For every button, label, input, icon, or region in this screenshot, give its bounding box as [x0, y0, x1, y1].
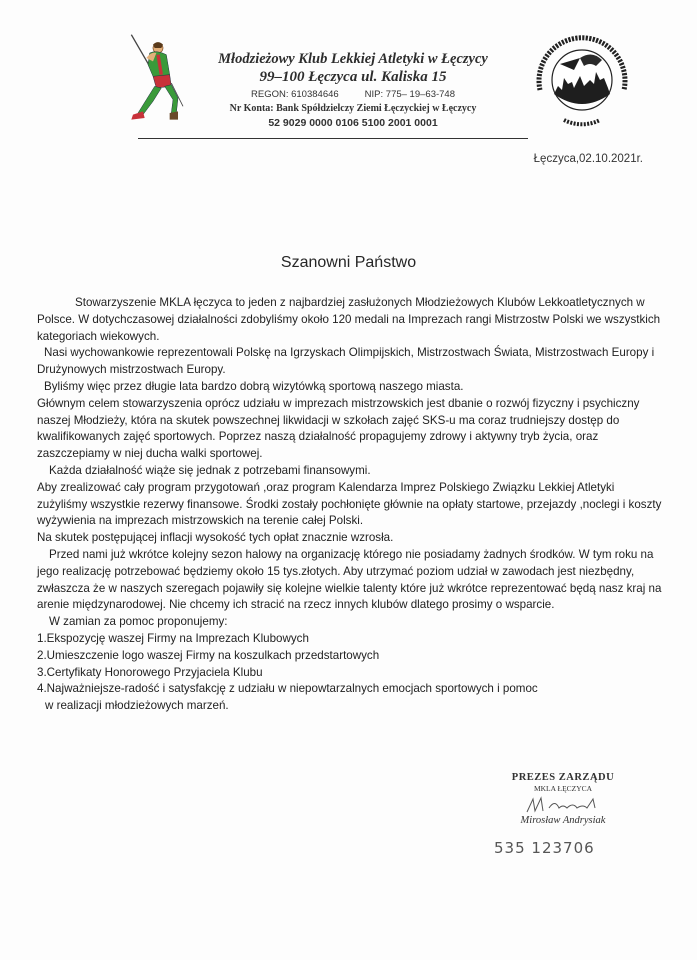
club-name: Młodzieżowy Klub Lekkiej Atletyki w Łęczycy: [218, 51, 488, 67]
offer-item-continued: w realizacji młodzieżowych marzeń.: [45, 699, 229, 713]
signature-org: MKLA ŁĘCZYCA: [533, 783, 593, 793]
offer-item: 3.Certyfikaty Honorowego Przyjaciela Klubu: [37, 665, 263, 679]
handwritten-phone: 535 123706: [494, 838, 595, 857]
paragraph: Nasi wychowankowie reprezentowali Polskę na Igrzyskach Olimpijskich, Mistrzostwach Świata, Mistrzostwach Europy i Drużynowych mistrzostwach Europy.: [37, 346, 655, 377]
offer-item: 1.Ekspozycję waszej Firmy na Imprezach Klubowych: [37, 631, 309, 645]
handwritten-signature-icon: [523, 796, 603, 814]
paragraph: W zamian za pomoc proponujemy:: [49, 615, 228, 629]
paragraph: Stowarzyszenie MKLA łęczyca to jeden z najbardziej zasłużonych Młodzieżowych Klubów Lekkoatletycznych w Polsce. W dotychczasowej działalności zdobyliśmy około 120 medali na Imprezach rangi Mistrzostw Polski we wszystkich kategoriach wiekowych.: [37, 296, 661, 343]
letterhead: [188, 50, 518, 131]
hammer-thrower-icon: [128, 28, 188, 128]
club-address: 99–100 Łęczyca ul. Kaliska 15: [259, 69, 447, 85]
paragraph: Każda działalność wiąże się jednak z potrzebami finansowymi.: [49, 463, 371, 477]
signature-block: [488, 771, 638, 828]
nip: NIP: 775– 19–63-748: [364, 89, 455, 100]
paragraph: Na skutek postępującej inflacji wysokość tych opłat znacznie wzrosła.: [37, 531, 394, 545]
letter-body: [37, 295, 662, 715]
offer-item: 2.Umieszczenie logo waszej Firmy na koszulkach przedstartowych: [37, 648, 380, 662]
paragraph: Aby zrealizować cały program przygotowań ,oraz program Kalendarza Imprez Polskiego Związku Lekkiej Atletyki zużyliśmy wszystkie rezerwy finansowe. Środki zostały pochłonięte głównie na opłaty startowe, przejazdy ,noclegi i koszty wyżywienia na imprezach mistrzowskich na terenie całej Polski.: [37, 480, 662, 528]
paragraph: Byliśmy więc przez długie lata bardzo dobrą wizytówką sportową naszego miasta.: [44, 379, 464, 393]
letter-date: Łęczyca,02.10.2021r.: [533, 153, 643, 165]
regon: REGON: 610384646: [251, 89, 339, 100]
signature-role: PREZES ZARZĄDU: [511, 771, 615, 783]
paragraph: Głównym celem stowarzyszenia oprócz udziału w imprezach mistrzowskich jest dbanie o rozwój fizyczny i psychiczny naszej Młodzieży, która na skutek powszechnej likwidacji w szkołach zajęć SKS-u ma coraz trudniejszy dostęp do kwalifikowanych zajęć sportowych. Poprzez naszą działalność propagujemy zdrowy i aktywny tryb życia, oraz zaszczepiamy w niej ducha walki sportowej.: [37, 396, 640, 461]
paragraph: Przed nami już wkrótce kolejny sezon halowy na organizację którego nie posiadamy żadnych środków. W tym roku na jego realizację potrzebować będziemy około 15 tys.złotych. Aby utrzymać poziom udział w zawodach jest niezbędny, zwłaszcza że w naszych szeregach pojawiły się kolejne wielkie talenty które już wkrótce reprezentować będą nasz kraj na arenie międzynarodowej. Nie chcemy ich stracić na rzecz innych klubów dlatego prosimy o wsparcie.: [37, 547, 662, 612]
salutation: Szanowni Państwo: [280, 254, 417, 271]
club-ids: [188, 88, 518, 102]
letterhead-divider: [138, 138, 528, 139]
bank-name: Nr Konta: Bank Spółdzielczy Ziemi Łęczyckiej w Łęczycy: [229, 103, 477, 114]
offer-item: 4.Najważniejsze-radość i satysfakcję z udziału w niepowtarzalnych emocjach sportowych i pomoc: [37, 682, 538, 696]
signature-area: [488, 771, 638, 898]
signature-name: Mirosław Andrysiak: [520, 814, 606, 826]
letterhead-row: [0, 0, 697, 132]
club-seal-logo: [530, 28, 634, 132]
bank-account: 52 9029 0000 0106 5100 2001 0001: [268, 117, 438, 129]
